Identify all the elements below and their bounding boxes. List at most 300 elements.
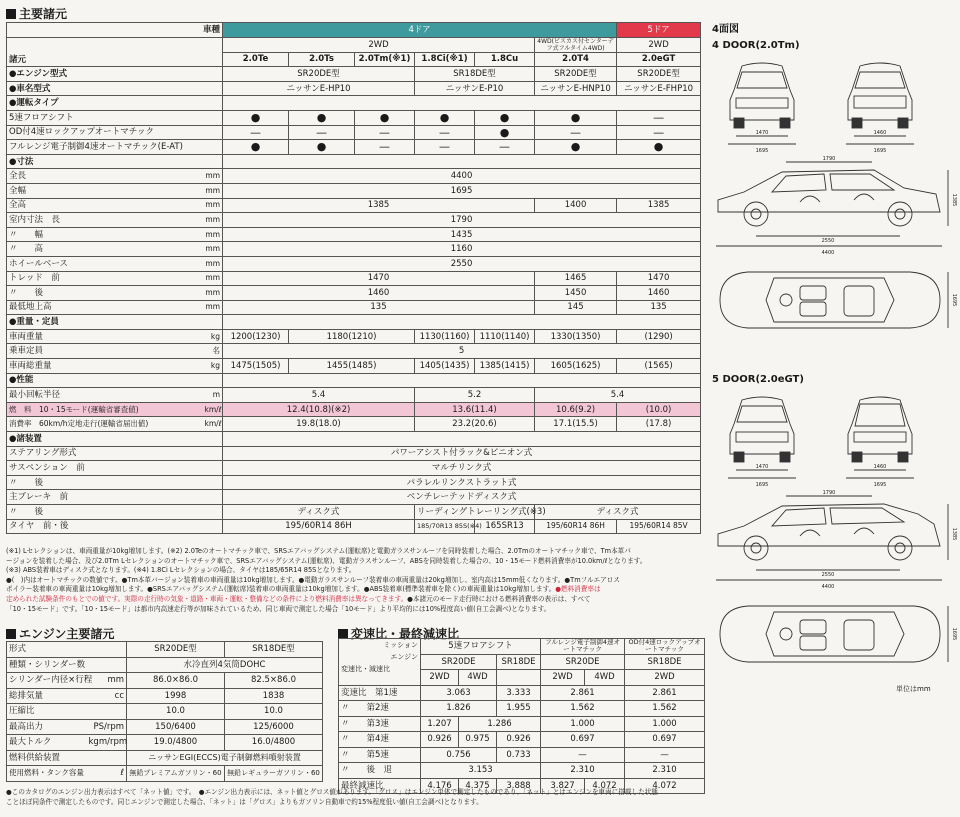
weight-value: 1385(1415) [475,359,535,374]
unit: mm [203,271,223,286]
rear-view-5door [848,397,912,462]
note-line: ージョンを装着した場合、及び2.0Tm Lセレクションのオートマチック車で、SRSエアバッグシステム(運転席)、電動ガラスサンルーフ、ABSを同時装着した場合の、10・15モード燃料消費率が10.0km/ℓとなります。 [6,556,647,565]
unit: mm [203,242,223,257]
mode-value: 10.6(9.2) [535,402,617,417]
table-row [7,198,701,213]
tire-value: 185/70R13 85S(※4) [415,519,475,534]
gear-label: 〃 第2速 [339,701,421,717]
gear-value: 4.176 [421,778,459,794]
model-hp10: ニッサンE-HP10 [223,81,415,96]
table-row [7,475,701,490]
table-row [7,505,701,520]
engine-label: 最高出力 [7,719,87,735]
dim-label: 〃 後 [7,286,203,301]
equip-section-label: ●諸装置 [7,432,223,447]
table-row [7,344,701,359]
dim-wheelbase: 2550 [821,238,835,244]
engine-value: 1838 [225,688,323,704]
gear-value: 2.861 [625,685,705,701]
dim-width-rear: 1695 [873,148,887,154]
rear-view-4door [848,63,912,128]
table-row [339,685,705,701]
fuel-label: 燃 料 [9,404,32,414]
gear-value: 3.888 [497,778,541,794]
gear-value: 0.926 [421,732,459,748]
gear-value: — [625,747,705,763]
drive-header: 2WD [421,670,459,686]
unit [87,750,127,766]
tire-value: 195/60R14 85V [617,519,701,534]
eng-header: SR20DE [541,654,625,670]
dim-value: 135 [223,300,535,315]
weight-value: 1330(1350) [535,329,617,344]
engine-label: 燃料供給装置 [7,750,87,766]
engine-value: 86.0×86.0 [127,673,225,689]
spec-table [6,22,701,534]
dim-width-top: 1695 [951,293,957,307]
gear-value: 4.375 [459,778,497,794]
engine-label: シリンダー内径×行程 [7,673,87,689]
dim-width-front: 1695 [755,148,769,154]
dim-wheelbase: 2550 [821,572,835,578]
mark: — [289,125,355,140]
equip-label: ステアリング形式 [7,446,223,461]
unit: PS/rpm [87,719,127,735]
equip-label: 〃 後 [7,475,223,490]
gear-value: 0.733 [497,747,541,763]
note-line: (※3) ABS装着車はディスク式となります。(※4) 1.8Ci Lセレクションの場合、タイヤは185/65R14 85Sとなります。 [6,566,356,575]
unit: mm [87,673,127,689]
dim-interior: 1790 [822,490,836,496]
gear-value: 1.286 [459,716,541,732]
note-line [6,595,704,605]
weight-value: (1565) [617,359,701,374]
table-row [339,716,705,732]
unit: m [203,388,223,403]
engine-value: 16.0/4800 [225,735,323,751]
table-row [7,256,701,271]
dim-length: 4400 [821,584,835,590]
equip-label: 〃 後 [7,505,223,520]
table-row [7,519,701,534]
gear-value: 2.310 [625,763,705,779]
dim-value: 1470 [617,271,701,286]
grade-20tm: 2.0Tm(※1) [355,52,415,67]
const60-label: 60km/h定地走行(運輸省届出値) [39,419,149,429]
square-bullet-icon [6,9,16,19]
dim-label: ホイールベース [7,256,203,271]
table-row [7,750,323,766]
spec-label: 諸元 [7,37,223,67]
dim-value: 2550 [223,256,701,271]
table-row [7,388,701,403]
engine-value: 無鉛レギュラーガソリン・60 [225,766,323,782]
engine-value: SR18DE型 [225,642,323,658]
table-row [7,300,701,315]
gear-label: 〃 第3速 [339,716,421,732]
engine-value: 10.0 [127,704,225,720]
front-view-5door [730,397,794,462]
engine-table-title: エンジン主要諸元 [6,625,114,642]
mark: — [415,140,475,155]
engine-value: 125/6000 [225,719,323,735]
dim-value: 1460 [223,286,535,301]
unit: cc [87,688,127,704]
engine-corner-label: エンジン [390,653,418,661]
grade-18ci: 1.8Ci(※1) [415,52,475,67]
perf-section-label: ●性能 [7,373,223,388]
dim-value: 1385 [223,198,535,213]
diagram-title: 4面図 [712,24,739,35]
table-row [339,701,705,717]
dim-front-tread: 1470 [755,464,769,470]
dim-value: 135 [617,300,701,315]
model-fhp10: ニッサンE-FHP10 [617,81,701,96]
mark: ● [617,140,701,155]
gear-value: 1.826 [421,701,497,717]
gear-value: 3.153 [421,763,541,779]
table-row [7,657,323,673]
tire-value: 195/60R14 86H [535,519,617,534]
equip-value: ディスク式 [535,505,701,520]
note-line: 「10・15モード」です。「10・15モード」は都市内高速走行等が加味されているため、同じ車両で測定した場合「10モード」より平均的には10%程度高い値(自工会調べ)となります。 [6,604,551,613]
gear-value: 1.562 [625,701,705,717]
spec-notes [6,547,704,614]
gear-value: 0.697 [625,732,705,748]
mark: — [617,110,701,125]
equip-value: リーディングトレーリング式(※3) [415,505,535,520]
mission-label: ミッション [383,641,418,649]
turn-value: 5.4 [535,388,701,403]
mark: ● [535,140,617,155]
const60-value: (17.8) [617,417,701,432]
h-eat: フルレンジ電子制御4速オートマチック [541,639,625,655]
dim-value: 1450 [535,286,617,301]
weight-value: 1605(1625) [535,359,617,374]
unit: kgm/rpm [87,735,127,751]
table-row [7,213,701,228]
engine-label: 形式 [7,642,87,658]
door5-header: 5ドア [617,23,701,38]
table-row [7,688,323,704]
side-view-4door [718,170,940,226]
main-section-title: 主要諸元 [6,5,67,22]
dim-height: 1385 [951,527,957,541]
dim-label: 〃 高 [7,242,203,257]
table-row [339,763,705,779]
equip-value: マルチリンク式 [223,461,701,476]
gear-value: 1.000 [625,716,705,732]
note-line [6,585,704,595]
drive-2wd: 2WD [223,37,535,52]
model-label: 車種 [7,23,223,38]
mark: — [355,125,415,140]
dim-value: 1470 [223,271,535,286]
dim-label: 全高 [7,198,203,213]
weight-value: 1130(1160) [415,329,475,344]
car-model-label: ●車名型式 [7,81,223,96]
table-row [7,140,701,155]
unit: mm [203,300,223,315]
gear-value: 0.926 [497,732,541,748]
gear-value: 3.063 [421,685,497,701]
equip-label: 主ブレーキ 前 [7,490,223,505]
engine-label: 使用燃料・タンク容量 [7,766,87,782]
gear-value: 0.975 [459,732,497,748]
unit [87,657,127,673]
weight-value: 1110(1140) [475,329,535,344]
table-row [7,719,323,735]
grade-20t4: 2.0T4 [535,52,617,67]
square-bullet-icon [338,629,348,639]
footnote-line: ことほぼ同条件で測定したものです。同じエンジンで測定した場合、「ネット」は「グロス」よりもガソリン自動車で約15%程度低い値(自工会調べ)となります。 [6,797,483,806]
dim-label: 全幅 [7,183,203,198]
mode-value: (10.0) [617,402,701,417]
engine-label: 最大トルク [7,735,87,751]
gear-value: 1.000 [541,716,625,732]
engine-value: 150/6400 [127,719,225,735]
unit: 名 [203,344,223,359]
trans-section-label: ●運転タイプ [7,96,223,111]
dim-label: 最低地上高 [7,300,203,315]
grade-20egt: 2.0eGT [617,52,701,67]
eng-header: SR18DE [497,654,541,670]
const60-value: 19.8(18.0) [223,417,415,432]
unit: ℓ [87,766,127,782]
gear-table-title: 変速比・最終減速比 [338,625,459,642]
fuel-const-label [7,417,203,432]
table-row [7,446,701,461]
fuel-mode-label [7,402,203,417]
tire-label: タイヤ 前・後 [7,519,223,534]
gear-label: 〃 第4速 [339,732,421,748]
dim-value: 1695 [223,183,701,198]
door4-header: 4ドア [223,23,617,38]
weight-value: 1200(1230) [223,329,289,344]
turn-value: 5.2 [415,388,535,403]
side-view-5door [718,504,940,560]
model-hnp10: ニッサンE-HNP10 [535,81,617,96]
dim-value: 4400 [223,169,701,184]
mark: ● [223,110,289,125]
turn-value: 5.4 [223,388,415,403]
trans-label: OD付4速ロックアップオートマチック [7,125,223,140]
corner-cell [339,639,421,686]
square-bullet-icon [6,629,16,639]
four-door-drawings [704,52,956,372]
dim-width-top: 1695 [951,627,957,641]
engine-value: 1998 [127,688,225,704]
dim-label: トレッド 前 [7,271,203,286]
weight-value: 1475(1505) [223,359,289,374]
note-red-text: ●燃料消費率は [555,585,601,594]
top-view-4door [720,272,940,328]
five-door-drawings [704,386,956,686]
drive-2wd-5door: 2WD [617,37,701,52]
engine-label: 総排気量 [7,688,87,704]
gear-table [338,638,705,794]
weight-value: (1290) [617,329,701,344]
equip-value: ディスク式 [223,505,415,520]
gear-value: 1.207 [421,716,459,732]
model-p10: ニッサンE-P10 [415,81,535,96]
unit: km/ℓ [203,402,223,417]
gross-weight-label: 車両総重量 [7,359,203,374]
mark: ● [355,110,415,125]
mode-value: 13.6(11.4) [415,402,535,417]
dim-width-front: 1695 [755,482,769,488]
h-5mt: 5速フロアシフト [421,639,541,655]
weight-section-label: ●重量・定員 [7,315,223,330]
dim-value: 145 [535,300,617,315]
dim-rear-tread: 1460 [873,130,887,136]
equip-label: サスペンション 前 [7,461,223,476]
dim-label: 全長 [7,169,203,184]
engine-sr20-4wd: SR20DE型 [535,67,617,82]
engine-sr18: SR18DE型 [415,67,535,82]
unit: kg [203,359,223,374]
unit: mm [203,286,223,301]
dim-interior: 1790 [822,156,836,162]
h-at: OD付4速ロックアップオートマチック [625,639,705,655]
gear-value: 0.756 [421,747,497,763]
gear-value: — [541,747,625,763]
unit: kg [203,329,223,344]
gear-label: 〃 第5速 [339,747,421,763]
curb-weight-label: 車両重量 [7,329,203,344]
grade-18cu: 1.8Cu [475,52,535,67]
note-line: ●( )内はオートマチックの数値です。●Tm本革バージョン装着車の車両重量は10kg増加します。●電動ガラスサンルーフ装着車の車両重量は20kg増加し、室内高は15mm低くなります。●Tmフルエアロス [6,575,620,584]
table-row [7,242,701,257]
dim-value: 1465 [535,271,617,286]
note-text: ポイラー装着車の車両重量は10kg増加します。●SRSエアバッグシステム(運転席)装着車の車両重量は10kg増加します。●ABS装着車(標準装着車を除く)の車両重量は10kg増加します。 [6,585,556,594]
drive-4wd: 4WD(ビスカス付センターデフ式フルタイム4WD) [535,37,617,52]
unit [87,704,127,720]
table-row [7,359,701,374]
dim-value: 1435 [223,227,701,242]
gear-value: 3.333 [497,685,541,701]
table-row [7,286,701,301]
note-line: (※1) Lセレクションは、車両重量が10kg増加します。(※2) 2.0Teのオートマチック車で、SRSエアバッグシステム(運転席)と電動ガラスサンルーフを同時装着した場合、2.0Tmのオートマチック車で、Tm本革パ [6,547,631,555]
engine-value: 82.5×86.0 [225,673,323,689]
top-view-5door [720,606,940,662]
mark: ● [475,125,535,140]
dim-label: 〃 幅 [7,227,203,242]
engine-label: 圧縮比 [7,704,87,720]
unit: mm [203,256,223,271]
footnote-text: ●エンジン出力表示には、ネット値とグロス値があります。「グロス」はエンジン単体で測定したものであり、「ネット」とはエンジンを車両に搭載した状態 [198,788,658,796]
front-view-4door [730,63,794,128]
tire-value: 165SR13 [475,519,535,534]
mark: — [415,125,475,140]
gear-value: 2.310 [541,763,625,779]
note-red-text: 定められた試験条件のもとでの値です。実際の走行時の気象・道路・車両・運転・整備などの条件により燃料消費率は異なってきます。 [6,594,408,603]
table-row [7,735,323,751]
const60-value: 17.1(15.5) [535,417,617,432]
unit: mm [203,183,223,198]
table-row [7,490,701,505]
unit: mm [203,213,223,228]
fuel2-label: 消費率 [9,419,32,429]
engine-value: 水冷直列4気筒DOHC [127,657,323,673]
table-row [7,329,701,344]
grade-20ts: 2.0Ts [289,52,355,67]
dim-value: 1400 [535,198,617,213]
equip-value: ベンチレーテッドディスク式 [223,490,701,505]
engine-sr20: SR20DE型 [223,67,415,82]
mark: — [535,125,617,140]
unit: mm [203,169,223,184]
table-row [7,642,323,658]
weight-value: 1405(1435) [415,359,475,374]
gear-value: 2.861 [541,685,625,701]
table-row [7,125,701,140]
footnote-line [6,788,936,798]
mark: ● [289,140,355,155]
trans-label: フルレンジ電子制御4速オートマチック(E-AT) [7,140,223,155]
mark: ● [535,110,617,125]
dim-value: 1460 [617,286,701,301]
unit: km/ℓ [203,417,223,432]
diagram-5door-label: 5 DOOR(2.0eGT) [712,374,804,385]
engine-value: 19.0/4800 [127,735,225,751]
gear-value: 4.072 [585,778,625,794]
eng-header: SR20DE [421,654,497,670]
table-row [339,732,705,748]
mark: ● [475,110,535,125]
unit [87,642,127,658]
table-row [7,183,701,198]
dim-label: 室内寸法 長 [7,213,203,228]
dim-front-tread: 1470 [755,130,769,136]
table-row [7,271,701,286]
mark: ● [289,110,355,125]
gear-label: 変速比 第1速 [339,685,421,701]
table-row [7,169,701,184]
dim-rear-tread: 1460 [873,464,887,470]
gear-label: 最終減速比 [339,778,421,794]
mark: — [223,125,289,140]
engine-label: 種類・シリンダー数 [7,657,87,673]
engine-value: ニッサンEGI(ECCS)電子制御燃料噴射装置 [127,750,323,766]
capacity-value: 5 [223,344,701,359]
engine-table [6,641,323,782]
gear-value: 1.955 [497,701,541,717]
dim-width-rear: 1695 [873,482,887,488]
weight-value: 1180(1210) [289,329,415,344]
dim-length: 4400 [821,250,835,256]
bottom-footnotes [6,788,936,807]
eng-header: SR18DE [625,654,705,670]
gear-value: 0.697 [541,732,625,748]
table-row [7,110,701,125]
table-row [7,402,701,417]
note-text: ●本諸元のモード走行時における燃料消費率の表示は、すべて [407,594,591,603]
engine-sr20-5d: SR20DE型 [617,67,701,82]
mark: ● [223,140,289,155]
engine-value: 10.0 [225,704,323,720]
dims-section-label: ●寸法 [7,154,223,169]
weight-value: 1455(1485) [289,359,415,374]
ratio-corner-label: 変速比・減速比 [341,665,390,673]
table-row [7,417,701,432]
table-row [7,704,323,720]
mark: — [475,140,535,155]
const60-value: 23.2(20.6) [415,417,535,432]
engine-value: 無鉛プレミアムガソリン・60 [127,766,225,782]
capacity-label: 乗車定員 [7,344,203,359]
engine-value: SR20DE型 [127,642,225,658]
